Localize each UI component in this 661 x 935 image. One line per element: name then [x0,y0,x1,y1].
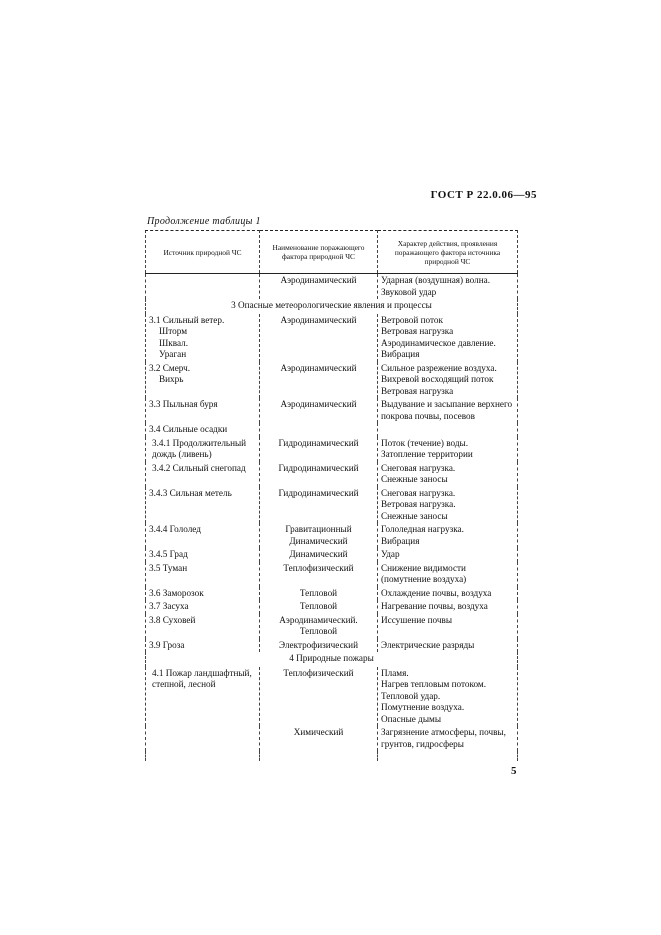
effect-cell: Гололедная нагрузка. Вибрация [378,523,518,548]
factor-cell: Аэродинамический [260,398,378,423]
effect-cell: Пламя. Нагрев тепловым потоком. Тепловой удар. Помутнение воздуха. Опасные дымы [378,667,518,727]
source-cell: 3.2 Смерч. Вихрь [146,362,260,399]
factor-cell: Тепловой [260,600,378,614]
table-row [146,362,518,399]
document-code: ГОСТ Р 22.0.06—95 [430,189,537,201]
table-tail-row [146,751,518,761]
effect-cell: Сильное разрежение воздуха. Вихревой восходящий поток Ветровая нагрузка [378,362,518,399]
table-row [146,726,518,751]
factor-cell: Химический [260,726,378,751]
factor-cell: Теплофизический [260,667,378,727]
table-row [146,614,518,639]
factor-cell: Электрофизический [260,639,378,653]
table-row [146,462,518,487]
table-row [146,398,518,423]
table-caption: Продолжение таблицы 1 [147,216,261,227]
factor-cell: Гравитационный Динамический [260,523,378,548]
source-cell: 3.4 Сильные осадки [146,423,260,437]
table-row [146,314,518,362]
source-cell: 3.6 Заморозок [146,587,260,601]
table-row [146,548,518,562]
source-cell [146,274,260,300]
source-cell: 3.4.5 Град [146,548,260,562]
effect-cell: Ветровой поток Ветровая нагрузка Аэродинамическое давление. Вибрация [378,314,518,362]
source-cell: 3.4.2 Сильный снегопад [146,462,260,487]
table-row [146,274,518,300]
effect-cell: Электрические разряды [378,639,518,653]
source-cell: 4.1 Пожар ландшафтный, степной, лесной [146,667,260,727]
page-number: 5 [511,765,517,777]
factor-cell: Аэродинамический [260,362,378,399]
effect-cell: Охлаждение почвы, воздуха [378,587,518,601]
effect-cell: Нагревание почвы, воздуха [378,600,518,614]
hazard-table [145,230,518,761]
table-row [146,600,518,614]
factor-cell: Теплофизический [260,562,378,587]
effect-cell: Иссушение почвы [378,614,518,639]
source-cell: 3.4.3 Сильная метель [146,487,260,524]
table-row [146,487,518,524]
source-cell: 3.4.1 Продолжительный дождь (ливень) [146,437,260,462]
column-header-factor: Наименование поражающего фактора природной ЧС [260,231,378,274]
table-row [146,562,518,587]
effect-cell: Удар [378,548,518,562]
effect-cell: Поток (течение) воды. Затопление территории [378,437,518,462]
section-heading-row [146,652,518,667]
effect-cell: Выдувание и засыпание верхнего покрова почвы, посевов [378,398,518,423]
effect-cell: Снижение видимости (помутнение воздуха) [378,562,518,587]
table-row [146,587,518,601]
section-heading-row [146,299,518,314]
column-header-source: Источник природной ЧС [146,231,260,274]
factor-cell: Гидродинамический [260,437,378,462]
factor-cell [260,423,378,437]
source-cell [146,726,260,751]
source-cell: 3.4.4 Гололед [146,523,260,548]
effect-cell: Снеговая нагрузка. Снежные заносы [378,462,518,487]
table-row [146,437,518,462]
source-cell: 3.7 Засуха [146,600,260,614]
effect-cell: Снеговая нагрузка. Ветровая нагрузка. Снежные заносы [378,487,518,524]
factor-cell: Тепловой [260,587,378,601]
section-heading: 4 Природные пожары [146,652,518,667]
column-header-effect: Характер действия, проявления поражающего фактора источника природной ЧС [378,231,518,274]
source-cell: 3.5 Туман [146,562,260,587]
factor-cell: Гидродинамический [260,487,378,524]
table-row [146,523,518,548]
table-row [146,667,518,727]
table-row [146,423,518,437]
table-row [146,639,518,653]
source-cell: 3.8 Суховей [146,614,260,639]
factor-cell: Аэродинамический [260,314,378,362]
factor-cell: Динамический [260,548,378,562]
effect-cell: Ударная (воздушная) волна. Звуковой удар [378,274,518,300]
factor-cell: Аэродинамический [260,274,378,300]
source-cell: 3.1 Сильный ветер. Шторм Шквал. Ураган [146,314,260,362]
source-cell: 3.3 Пыльная буря [146,398,260,423]
table-header-row [146,231,518,274]
effect-cell [378,423,518,437]
factor-cell: Гидродинамический [260,462,378,487]
source-cell: 3.9 Гроза [146,639,260,653]
effect-cell: Загрязнение атмосферы, почвы, грунтов, гидросферы [378,726,518,751]
factor-cell: Аэродинамический. Тепловой [260,614,378,639]
section-heading: 3 Опасные метеорологические явления и процессы [146,299,518,314]
